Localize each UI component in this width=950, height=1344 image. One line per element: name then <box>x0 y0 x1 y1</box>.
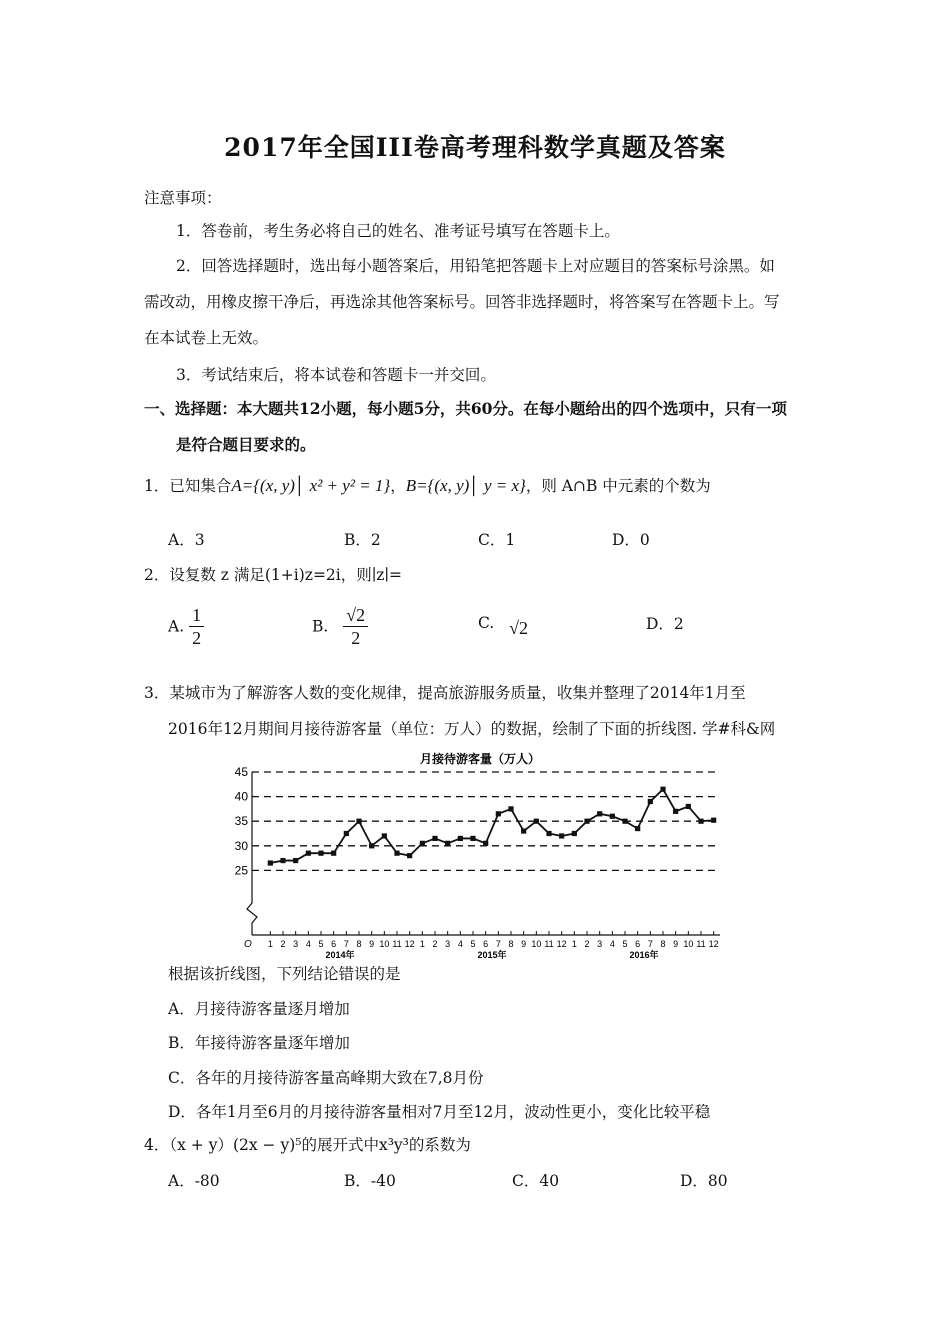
notice-item-1: 1．答卷前，考生务必将自己的姓名、准考证号填写在答题卡上。 <box>176 222 620 240</box>
question-2-stem: 2．设复数 z 满足(1+i)z=2i，则∣z∣= <box>144 566 402 584</box>
q2-option-a-label: A. <box>168 617 185 636</box>
data-point-11 <box>394 851 399 856</box>
chart-year-labels <box>325 949 658 960</box>
data-point-10 <box>382 833 387 838</box>
x-tick-label-10: 10 <box>379 939 390 949</box>
x-tick-label-5: 5 <box>318 939 324 949</box>
data-point-14 <box>432 836 437 841</box>
chart-x-ticks <box>244 931 719 950</box>
data-point-8 <box>356 819 361 824</box>
q2-option-c <box>478 612 529 638</box>
page-title: 2017年全国III卷高考理科数学真题及答案 <box>224 133 726 162</box>
origin-label: O <box>244 939 252 950</box>
q4-option-c: C．40 <box>512 1172 560 1190</box>
x-tick-label-17: 5 <box>470 939 476 949</box>
x-tick-label-9: 9 <box>369 939 375 949</box>
notice-item-2-line-2: 需改动，用橡皮擦干净后，再选涂其他答案标号。回答非选择题时，将答案写在答题卡上。写 <box>144 293 780 311</box>
x-tick-label-4: 4 <box>305 939 311 949</box>
q3-option-b: B．年接待游客量逐年增加 <box>168 1034 350 1052</box>
q1-set-a: A={(x, y)│ x² + y² = 1} <box>231 476 391 495</box>
chart-title: 月接待游客量（万人） <box>419 752 541 766</box>
q2-option-d: D．2 <box>646 615 684 633</box>
q3-option-c: C．各年的月接待游客量高峰期大致在7,8月份 <box>168 1069 484 1087</box>
x-tick-label-3: 3 <box>293 939 299 949</box>
q1-option-c: C．1 <box>478 531 516 549</box>
q3-option-a: A．月接待游客量逐月增加 <box>168 1000 350 1018</box>
data-point-5 <box>318 851 323 856</box>
y-tick-label-30: 30 <box>234 838 248 853</box>
x-tick-label-34: 10 <box>683 939 694 949</box>
q2-option-b-denominator: 2 <box>351 628 361 648</box>
x-tick-label-36: 12 <box>708 939 719 949</box>
chart-y-ticks <box>235 765 249 877</box>
section-heading-line-1: 一、选择题：本大题共12小题，每小题5分，共60分。在每小题给出的四个选项中，只有一项 <box>144 399 787 418</box>
y-tick-label-35: 35 <box>234 814 248 829</box>
y-tick-label-25: 25 <box>234 863 248 878</box>
data-point-16 <box>458 836 463 841</box>
data-point-27 <box>597 811 602 816</box>
x-tick-label-28: 4 <box>609 939 615 949</box>
q1-option-a: A．3 <box>168 531 205 549</box>
chart-points <box>268 787 717 866</box>
x-tick-label-22: 10 <box>531 939 542 949</box>
q2-option-c-value: √2 <box>509 618 529 638</box>
notice-item-3: 3．考试结束后，将本试卷和答题卡一并交回。 <box>176 366 496 384</box>
data-point-35 <box>698 819 703 824</box>
q1-set-b: B={(x, y)│ y = x} <box>405 476 526 495</box>
data-point-30 <box>635 826 640 831</box>
x-tick-label-1: 1 <box>267 939 273 949</box>
x-tick-label-30: 6 <box>635 939 641 949</box>
notice-item-2-line-1: 2．回答选择题时，选出每小题答案后，用铅笔把答题卡上对应题目的答案标号涂黑。如 <box>176 257 775 275</box>
q2-option-b <box>312 604 368 649</box>
x-tick-label-33: 9 <box>673 939 679 949</box>
data-point-26 <box>584 819 589 824</box>
data-point-25 <box>572 831 577 836</box>
question-3-line-1: 3．某城市为了解游客人数的变化规律，提高旅游服务质量，收集并整理了2014年1月至 <box>144 684 746 702</box>
y-tick-label-40: 40 <box>234 789 248 804</box>
data-point-18 <box>483 841 488 846</box>
line-chart <box>220 745 730 960</box>
data-point-36 <box>711 818 716 823</box>
data-point-34 <box>686 804 691 809</box>
x-tick-label-24: 12 <box>556 939 567 949</box>
series-line <box>270 789 713 863</box>
x-tick-label-11: 11 <box>392 939 402 949</box>
data-point-4 <box>306 851 311 856</box>
x-tick-label-23: 11 <box>544 939 554 949</box>
q2-option-b-label: B. <box>312 617 329 636</box>
q4-option-a: A．-80 <box>168 1172 220 1190</box>
notice-heading: 注意事项： <box>144 189 222 207</box>
data-point-29 <box>622 819 627 824</box>
y-tick-label-45: 45 <box>234 765 248 779</box>
data-point-19 <box>496 811 501 816</box>
data-point-31 <box>648 799 653 804</box>
data-point-13 <box>420 841 425 846</box>
q1-option-b: B．2 <box>344 531 381 549</box>
data-point-20 <box>508 806 513 811</box>
x-tick-label-13: 1 <box>419 939 425 949</box>
q4-option-b: B．-40 <box>344 1172 396 1190</box>
x-tick-label-6: 6 <box>331 939 337 949</box>
q1-option-d: D．0 <box>612 531 650 549</box>
year-label-1: 2014年 <box>325 950 355 960</box>
x-tick-label-25: 1 <box>571 939 577 949</box>
x-tick-label-18: 6 <box>483 939 489 949</box>
data-point-6 <box>331 851 336 856</box>
year-label-3: 2016年 <box>629 950 659 960</box>
data-point-33 <box>673 809 678 814</box>
x-tick-label-12: 12 <box>404 939 415 949</box>
q4-option-d: D．80 <box>680 1172 728 1190</box>
q2-option-b-fraction <box>343 604 368 649</box>
q2-option-b-numerator: √2 <box>343 604 368 627</box>
data-point-15 <box>445 841 450 846</box>
question-1-stem <box>144 474 711 496</box>
section-heading-line-2: 是符合题目要求的。 <box>176 435 316 454</box>
q2-option-a-denominator: 2 <box>192 628 202 648</box>
year-label-2: 2015年 <box>477 950 507 960</box>
x-tick-label-20: 8 <box>508 939 514 949</box>
data-point-12 <box>407 853 412 858</box>
x-tick-label-15: 3 <box>445 939 451 949</box>
question-3-line-2: 2016年12月期间月接待游客量（单位：万人）的数据，绘制了下面的折线图. 学#科&网 <box>168 720 776 738</box>
q3-option-d: D．各年1月至6月的月接待游客量相对7月至12月，波动性更小，变化比较平稳 <box>168 1103 711 1121</box>
data-point-3 <box>293 858 298 863</box>
x-tick-label-27: 3 <box>597 939 603 949</box>
x-tick-label-35: 11 <box>696 939 706 949</box>
data-point-23 <box>546 831 551 836</box>
q1-prefix: 1．已知集合 <box>144 477 232 495</box>
notice-item-2-line-3: 在本试卷上无效。 <box>144 329 269 347</box>
data-point-22 <box>534 819 539 824</box>
x-tick-label-16: 4 <box>457 939 463 949</box>
q2-option-c-label: C. <box>478 614 495 632</box>
data-point-9 <box>369 843 374 848</box>
x-tick-label-21: 9 <box>521 939 527 949</box>
q2-option-a-numerator: 1 <box>189 604 204 627</box>
q2-option-a-fraction <box>189 604 204 649</box>
data-point-17 <box>470 836 475 841</box>
x-tick-label-32: 8 <box>660 939 666 949</box>
q1-suffix: ，则 A∩B 中元素的个数为 <box>525 477 711 495</box>
data-point-24 <box>559 833 564 838</box>
data-point-28 <box>610 814 615 819</box>
data-point-7 <box>344 831 349 836</box>
x-tick-label-26: 2 <box>584 939 590 949</box>
q1-separator: ， <box>390 477 406 495</box>
x-tick-label-8: 8 <box>356 939 362 949</box>
x-tick-label-14: 2 <box>432 939 438 949</box>
x-tick-label-31: 7 <box>647 939 653 949</box>
q2-option-a <box>168 604 204 649</box>
x-tick-label-19: 7 <box>495 939 501 949</box>
data-point-2 <box>280 858 285 863</box>
data-point-21 <box>521 828 526 833</box>
data-point-1 <box>268 860 273 865</box>
data-point-32 <box>660 787 665 792</box>
x-tick-label-29: 5 <box>622 939 628 949</box>
question-4-stem: 4．（x + y）(2x − y)⁵的展开式中x³y³的系数为 <box>144 1136 471 1154</box>
question-3-prompt: 根据该折线图，下列结论错误的是 <box>168 965 401 983</box>
x-tick-label-2: 2 <box>280 939 286 949</box>
x-tick-label-7: 7 <box>343 939 349 949</box>
